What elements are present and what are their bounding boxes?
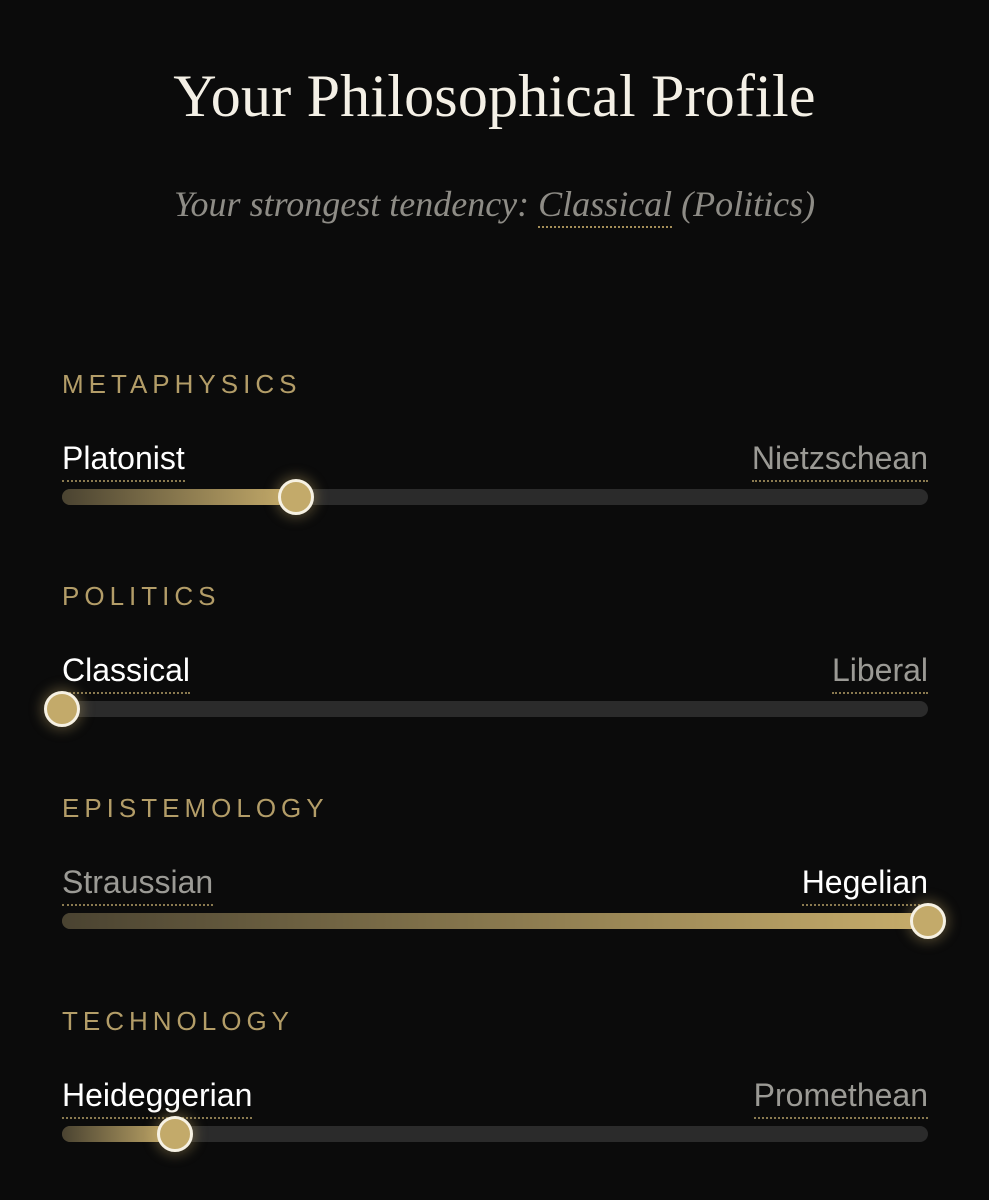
slider-track[interactable] — [62, 701, 928, 717]
axis-title: TECHNOLOGY — [62, 1006, 295, 1036]
axis-epistemology — [62, 792, 928, 952]
strongest-tendency — [0, 180, 989, 228]
page-title: Your Philosophical Profile — [173, 63, 816, 129]
slider-track[interactable] — [62, 913, 928, 929]
slider-thumb[interactable] — [910, 903, 946, 939]
slider-fill — [62, 489, 296, 505]
left-pole-label[interactable]: Classical — [62, 650, 190, 694]
subtitle-prefix: Your strongest tendency: — [173, 184, 539, 224]
subtitle-suffix: (Politics) — [672, 184, 816, 224]
axis-title: POLITICS — [62, 581, 221, 611]
axis-title: METAPHYSICS — [62, 369, 302, 399]
right-pole-label[interactable]: Liberal — [832, 650, 928, 694]
slider-thumb[interactable] — [157, 1116, 193, 1152]
slider-track[interactable] — [62, 1126, 928, 1142]
axis-title: EPISTEMOLOGY — [62, 793, 329, 823]
slider-thumb[interactable] — [44, 691, 80, 727]
left-pole-label[interactable]: Straussian — [62, 862, 213, 906]
slider-track[interactable] — [62, 489, 928, 505]
left-pole-label[interactable]: Heideggerian — [62, 1075, 252, 1119]
slider-fill — [62, 913, 928, 929]
strongest-tendency-value[interactable]: Classical — [538, 184, 672, 228]
left-pole-label[interactable]: Platonist — [62, 438, 185, 482]
right-pole-label[interactable]: Nietzschean — [752, 438, 928, 482]
axis-technology — [62, 1005, 928, 1165]
right-pole-label[interactable]: Promethean — [754, 1075, 928, 1119]
axis-metaphysics — [62, 368, 928, 528]
right-pole-label[interactable]: Hegelian — [802, 862, 928, 906]
axis-politics — [62, 580, 928, 740]
slider-thumb[interactable] — [278, 479, 314, 515]
